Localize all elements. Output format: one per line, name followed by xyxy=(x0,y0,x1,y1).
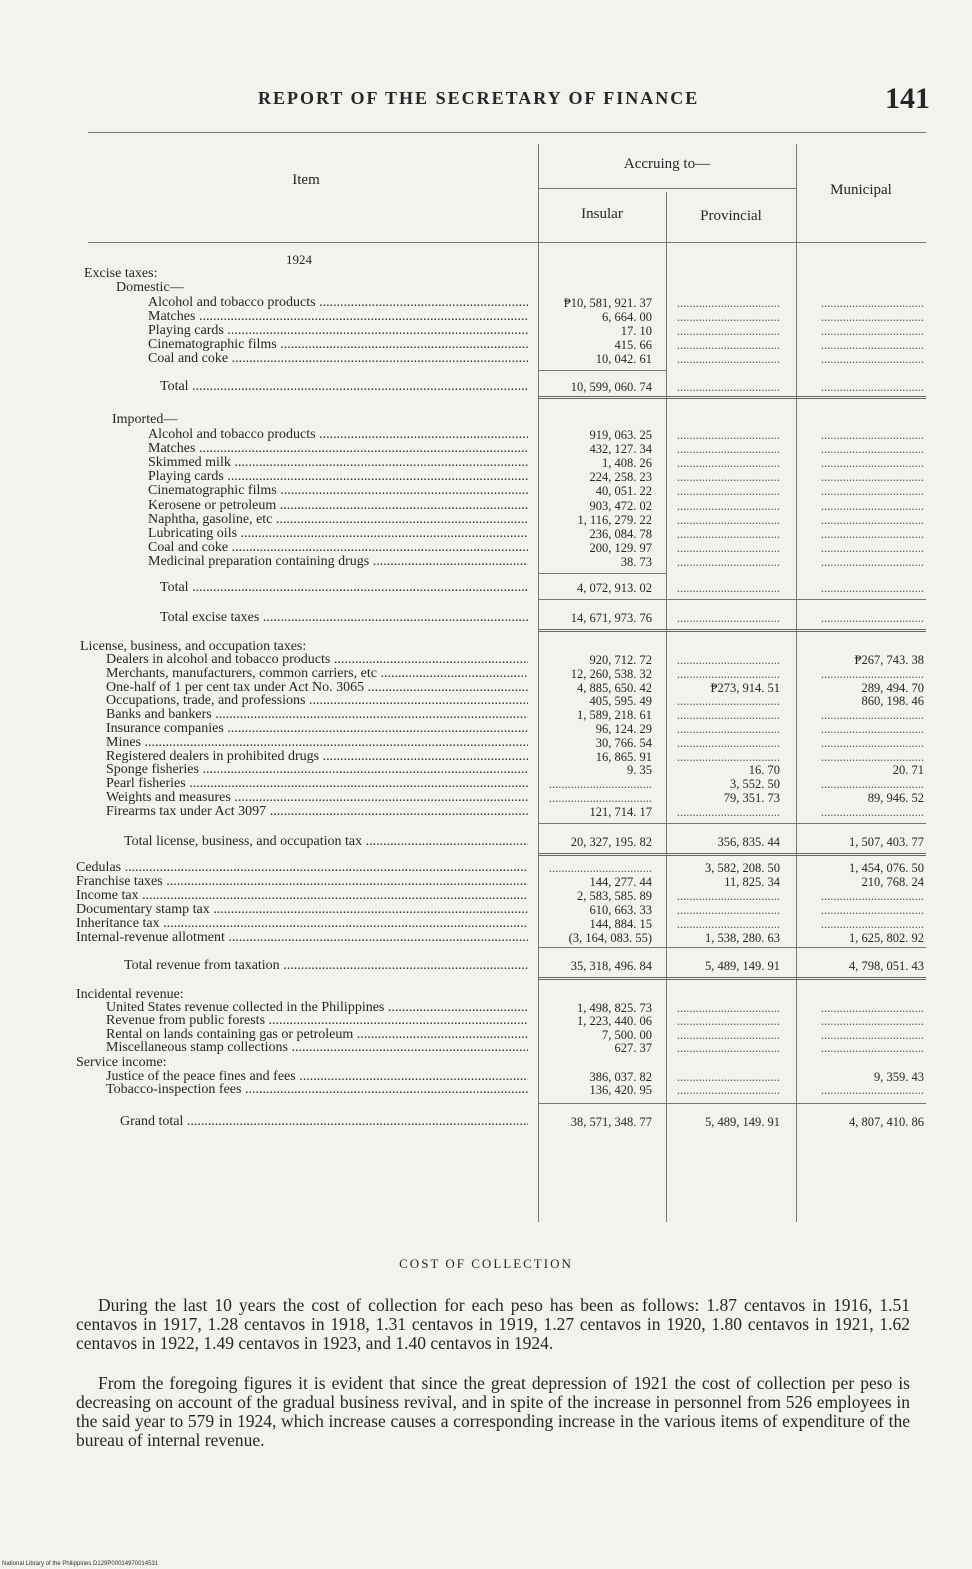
grand-total-provincial: 5, 489, 149. 91 xyxy=(705,1114,780,1129)
imported-row-2-provincial xyxy=(666,456,780,470)
license-row-9-label: Pearl fisheries ..... xyxy=(106,777,528,791)
other-row-1-label: Franchise taxes ..... xyxy=(76,875,528,889)
license-row-8-provincial: 16. 70 xyxy=(748,763,780,778)
imported-row-9-insular: 38. 73 xyxy=(620,554,652,569)
license-row-2 xyxy=(76,681,928,695)
license-row-5-municipal xyxy=(794,722,924,736)
total-excise xyxy=(76,611,928,625)
license-row-7 xyxy=(76,750,928,764)
imported-row-2 xyxy=(76,456,928,470)
header-item: Item xyxy=(292,172,320,188)
incidental-row-2 xyxy=(76,1028,928,1042)
incidental-row-0-insular: 1, 498, 825. 73 xyxy=(577,1000,652,1015)
domestic-row-3-municipal xyxy=(794,338,924,352)
other-row-3-insular: 610, 663. 33 xyxy=(589,902,652,917)
grand-total-label: Grand total ..... xyxy=(120,1115,528,1129)
license-row-0-insular: 920, 712. 72 xyxy=(589,653,652,667)
imported-row-4 xyxy=(76,484,928,498)
license-row-5 xyxy=(76,722,928,736)
license-row-5-provincial xyxy=(666,722,780,736)
incidental-row-2-insular: 7, 500. 00 xyxy=(602,1027,652,1042)
service-heading: Service income: xyxy=(76,1054,167,1070)
grand-total xyxy=(76,1115,928,1129)
other-row-4-municipal xyxy=(794,917,924,931)
domestic-row-4-insular: 10, 042. 61 xyxy=(595,352,652,366)
imported-row-1-label: Matches ..... xyxy=(148,442,528,456)
other-row-5 xyxy=(76,931,928,945)
other-row-3 xyxy=(76,903,928,917)
imported-row-9 xyxy=(76,555,928,569)
license-row-3-insular: 405, 595. 49 xyxy=(589,694,652,709)
service-row-0 xyxy=(76,1070,928,1084)
domestic-heading: Domestic— xyxy=(116,280,184,295)
license-row-9-municipal xyxy=(794,777,924,791)
imported-row-4-municipal xyxy=(794,484,924,498)
domestic-row-4-provincial xyxy=(666,352,780,366)
license-row-8-insular: 9. 35 xyxy=(627,763,652,778)
other-row-2-label: Income tax ..... xyxy=(76,889,528,903)
license-row-4-insular: 1, 589, 218. 61 xyxy=(577,708,652,723)
license-row-0-label: Dealers in alcohol and tobacco products ..... xyxy=(106,653,528,667)
imported-row-6-label: Naphtha, gasoline, etc ..... xyxy=(148,513,528,527)
imported-total xyxy=(76,581,928,595)
other-row-0-insular xyxy=(536,861,652,875)
license-row-10-label: Weights and measures ..... xyxy=(106,791,528,805)
imported-row-4-provincial xyxy=(666,484,780,498)
other-row-1-provincial: 11, 825. 34 xyxy=(724,874,780,889)
service-row-1-label: Tobacco-inspection fees ..... xyxy=(106,1083,528,1097)
rule xyxy=(538,573,666,574)
imported-total-label: Total ..... xyxy=(160,581,528,595)
imported-row-2-municipal xyxy=(794,456,924,470)
imported-row-0-label: Alcohol and tobacco products ..... xyxy=(148,428,528,442)
domestic-row-1 xyxy=(76,310,928,324)
imported-row-0-provincial xyxy=(666,428,780,442)
incidental-row-2-label: Rental on lands containing gas or petroleum ..... xyxy=(106,1028,528,1042)
section-title: COST OF COLLECTION xyxy=(399,1256,573,1271)
imported-row-4-insular: 40, 051. 22 xyxy=(595,484,652,499)
other-row-5-insular: (3, 164, 083. 55) xyxy=(568,930,652,945)
license-row-3 xyxy=(76,694,928,708)
other-row-2-insular: 2, 583, 585. 89 xyxy=(577,888,652,903)
incidental-row-1-label: Revenue from public forests ..... xyxy=(106,1014,528,1028)
other-row-1-insular: 144, 277. 44 xyxy=(589,874,652,889)
page-number: 141 xyxy=(885,82,930,115)
imported-total-municipal xyxy=(794,581,924,595)
imported-row-5-insular: 903, 472. 02 xyxy=(589,498,652,513)
license-row-4-provincial xyxy=(666,708,780,722)
other-row-3-municipal xyxy=(794,903,924,917)
page-header xyxy=(0,84,972,124)
license-row-8-municipal: 20. 71 xyxy=(892,763,924,778)
incidental-row-3-municipal xyxy=(794,1041,924,1055)
imported-row-5 xyxy=(76,499,928,513)
license-row-10-municipal: 89, 946. 52 xyxy=(867,791,924,805)
imported-row-8 xyxy=(76,541,928,555)
license-row-8 xyxy=(76,763,928,777)
total-license xyxy=(76,835,928,849)
license-row-7-municipal xyxy=(794,750,924,764)
license-heading: License, business, and occupation taxes: xyxy=(80,639,307,654)
domestic-row-0-label: Alcohol and tobacco products ..... xyxy=(148,296,528,310)
running-head: REPORT OF THE SECRETARY OF FINANCE xyxy=(258,88,700,108)
total-taxation xyxy=(76,959,928,973)
domestic-total-label: Total ..... xyxy=(160,380,528,394)
license-row-4-municipal xyxy=(794,708,924,722)
domestic-row-4-label: Coal and coke ..... xyxy=(148,352,528,366)
incidental-row-1-insular: 1, 223, 440. 06 xyxy=(577,1014,652,1029)
other-row-4 xyxy=(76,917,928,931)
imported-row-7 xyxy=(76,527,928,541)
license-row-3-municipal: 860, 198. 46 xyxy=(861,694,924,709)
domestic-row-0-municipal xyxy=(794,296,924,310)
other-row-0-provincial: 3, 582, 208. 50 xyxy=(705,860,780,875)
license-row-9 xyxy=(76,777,928,791)
service-row-0-label: Justice of the peace fines and fees ..... xyxy=(106,1070,528,1084)
domestic-row-3-provincial xyxy=(666,338,780,352)
incidental-row-3 xyxy=(76,1041,928,1055)
other-row-2 xyxy=(76,889,928,903)
other-row-2-provincial xyxy=(666,889,780,903)
imported-row-7-municipal xyxy=(794,527,924,541)
license-row-11 xyxy=(76,805,928,819)
rule xyxy=(538,396,926,399)
license-row-4-label: Banks and bankers ..... xyxy=(106,708,528,722)
domestic-total-insular: 10, 599, 060. 74 xyxy=(570,380,652,394)
license-row-8-label: Sponge fisheries ..... xyxy=(106,763,528,777)
imported-row-6-municipal xyxy=(794,513,924,527)
license-row-0-provincial xyxy=(666,653,780,667)
rule xyxy=(538,599,926,600)
domestic-total xyxy=(76,380,928,394)
domestic-row-2-municipal xyxy=(794,324,924,338)
domestic-row-0-provincial xyxy=(666,296,780,310)
license-row-6-label: Mines ..... xyxy=(106,736,528,750)
rule xyxy=(538,1103,926,1104)
domestic-row-2-label: Playing cards ..... xyxy=(148,324,528,338)
paragraph-1: During the last 10 years the cost of collection for each peso has been as follows: 1.87 centavos in 1916, 1.51 centavos in 1917, 1.28 centavos in 1918, 1.31 centavos in 1919, 1.27 centavos in 1920, 1.80 centavos in 1921, 1.62 centavos in 1922, 1.49 centavos in 1923, and 1.40 centavos in 1924. xyxy=(76,1295,910,1353)
license-row-2-label: One-half of 1 per cent tax under Act No. 3065 ..... xyxy=(106,681,528,695)
license-row-11-municipal xyxy=(794,805,924,819)
license-row-7-provincial xyxy=(666,750,780,764)
service-row-0-municipal: 9, 359. 43 xyxy=(874,1069,924,1084)
imported-row-9-label: Medicinal preparation containing drugs ..... xyxy=(148,555,528,569)
license-row-10-insular xyxy=(536,791,652,805)
other-row-4-provincial xyxy=(666,917,780,931)
domestic-row-0-insular: ₱10, 581, 921. 37 xyxy=(563,296,652,310)
total-excise-label: Total excise taxes ..... xyxy=(160,611,528,625)
incidental-row-3-provincial xyxy=(666,1041,780,1055)
license-row-5-insular: 96, 124. 29 xyxy=(595,722,652,736)
license-row-6-insular: 30, 766. 54 xyxy=(595,735,652,750)
license-row-3-label: Occupations, trade, and professions ..... xyxy=(106,694,528,708)
imported-row-8-insular: 200, 129. 97 xyxy=(589,540,652,555)
total-taxation-label: Total revenue from taxation ..... xyxy=(124,959,528,973)
imported-row-1 xyxy=(76,442,928,456)
license-row-0-municipal: ₱267, 743. 38 xyxy=(854,653,924,667)
domestic-row-3-label: Cinematographic films ..... xyxy=(148,338,528,352)
rule xyxy=(538,853,926,856)
imported-row-2-label: Skimmed milk ..... xyxy=(148,456,528,470)
domestic-row-2-provincial xyxy=(666,324,780,338)
license-row-1-provincial xyxy=(666,667,780,681)
license-row-10 xyxy=(76,791,928,805)
excise-heading: Excise taxes: xyxy=(84,266,158,281)
imported-row-8-provincial xyxy=(666,541,780,555)
domestic-row-2-insular: 17. 10 xyxy=(620,324,652,338)
other-row-3-label: Documentary stamp tax ..... xyxy=(76,903,528,917)
incidental-row-0 xyxy=(76,1001,928,1015)
incidental-row-3-insular: 627. 37 xyxy=(614,1041,652,1056)
incidental-row-1 xyxy=(76,1014,928,1028)
other-row-0-municipal: 1, 454, 076. 50 xyxy=(849,860,924,875)
imported-row-5-provincial xyxy=(666,499,780,513)
domestic-row-2 xyxy=(76,324,928,338)
service-row-1-municipal xyxy=(794,1083,924,1097)
imported-row-8-label: Coal and coke ..... xyxy=(148,541,528,555)
other-row-2-municipal xyxy=(794,889,924,903)
imported-row-6-insular: 1, 116, 279. 22 xyxy=(577,512,652,527)
license-row-6-municipal xyxy=(794,736,924,750)
domestic-row-1-provincial xyxy=(666,310,780,324)
imported-row-9-municipal xyxy=(794,555,924,569)
license-row-6 xyxy=(76,736,928,750)
imported-row-3 xyxy=(76,470,928,484)
imported-row-5-label: Kerosene or petroleum ..... xyxy=(148,499,528,513)
other-row-1 xyxy=(76,875,928,889)
domestic-row-3-insular: 415. 66 xyxy=(614,338,652,352)
license-row-11-insular: 121, 714. 17 xyxy=(589,804,652,819)
service-row-0-provincial xyxy=(666,1070,780,1084)
license-row-4 xyxy=(76,708,928,722)
imported-row-6-provincial xyxy=(666,513,780,527)
total-license-municipal: 1, 507, 403. 77 xyxy=(849,834,924,849)
imprint: National Library of the Philippines D129P00014970014531 xyxy=(2,1561,159,1567)
imported-row-3-label: Playing cards ..... xyxy=(148,470,528,484)
incidental-row-2-provincial xyxy=(666,1028,780,1042)
grand-total-insular: 38, 571, 348. 77 xyxy=(570,1114,652,1129)
license-row-9-provincial: 3, 552. 50 xyxy=(730,777,780,792)
license-row-2-insular: 4, 885, 650. 42 xyxy=(577,680,652,695)
imported-row-0-insular: 919, 063. 25 xyxy=(589,428,652,442)
imported-row-9-provincial xyxy=(666,555,780,569)
service-row-0-insular: 386, 037. 82 xyxy=(589,1069,652,1084)
rule xyxy=(538,629,926,632)
total-license-label: Total license, business, and occupation tax ..... xyxy=(124,835,528,849)
grand-total-municipal: 4, 807, 410. 86 xyxy=(849,1114,924,1129)
rule xyxy=(538,370,666,371)
domestic-row-4 xyxy=(76,352,928,366)
total-taxation-insular: 35, 318, 496. 84 xyxy=(570,958,652,973)
incidental-row-3-label: Miscellaneous stamp collections ..... xyxy=(106,1041,528,1055)
paragraph-2: From the foregoing figures it is evident that since the great depression of 1921 the cost of collection per peso is decreasing on account of the gradual business revival, and in spite of the increase in personnel from 526 employees in the said year to 579 in 1924, which increase causes a corresponding increase in the various items of expenditure of the bureau of internal revenue. xyxy=(76,1373,910,1450)
imported-row-0-municipal xyxy=(794,428,924,442)
header-provincial: Provincial xyxy=(700,208,762,224)
domestic-row-3 xyxy=(76,338,928,352)
rule xyxy=(538,947,926,948)
imported-row-3-provincial xyxy=(666,470,780,484)
incidental-row-1-municipal xyxy=(794,1014,924,1028)
license-row-10-provincial: 79, 351. 73 xyxy=(723,791,780,805)
license-row-11-provincial xyxy=(666,805,780,819)
domestic-row-1-label: Matches ..... xyxy=(148,310,528,324)
imported-row-4-label: Cinematographic films ..... xyxy=(148,484,528,498)
service-row-1-provincial xyxy=(666,1083,780,1097)
imported-row-7-label: Lubricating oils ..... xyxy=(148,527,528,541)
other-row-0 xyxy=(76,861,928,875)
header-insular: Insular xyxy=(581,206,623,222)
license-row-2-municipal: 289, 494. 70 xyxy=(861,680,924,695)
rule xyxy=(538,823,926,824)
service-row-1 xyxy=(76,1083,928,1097)
total-license-insular: 20, 327, 195. 82 xyxy=(570,834,652,849)
other-row-3-provincial xyxy=(666,903,780,917)
license-row-6-provincial xyxy=(666,736,780,750)
incidental-row-2-municipal xyxy=(794,1028,924,1042)
incidental-row-0-label: United States revenue collected in the Philippines ..... xyxy=(106,1001,528,1015)
imported-row-3-insular: 224, 258. 23 xyxy=(589,470,652,485)
license-row-9-insular xyxy=(536,777,652,791)
other-row-4-insular: 144, 884. 15 xyxy=(589,916,652,931)
license-row-2-provincial: ₱273, 914. 51 xyxy=(710,680,780,695)
license-row-3-provincial xyxy=(666,694,780,708)
license-row-7-label: Registered dealers in prohibited drugs ..... xyxy=(106,750,528,764)
header-municipal: Municipal xyxy=(830,182,892,198)
incidental-row-0-municipal xyxy=(794,1001,924,1015)
other-row-5-municipal: 1, 625, 802. 92 xyxy=(849,930,924,945)
imported-row-8-municipal xyxy=(794,541,924,555)
license-row-0 xyxy=(76,653,928,667)
domestic-row-1-municipal xyxy=(794,310,924,324)
license-row-1 xyxy=(76,667,928,681)
imported-row-3-municipal xyxy=(794,470,924,484)
domestic-total-provincial xyxy=(666,380,780,394)
license-row-1-municipal xyxy=(794,667,924,681)
total-excise-provincial xyxy=(666,611,780,625)
total-taxation-provincial: 5, 489, 149. 91 xyxy=(705,958,780,973)
imported-row-5-municipal xyxy=(794,499,924,513)
domestic-row-4-municipal xyxy=(794,352,924,366)
other-row-5-provincial: 1, 538, 280. 63 xyxy=(705,930,780,945)
imported-row-2-insular: 1, 408. 26 xyxy=(602,456,652,471)
imported-heading: Imported— xyxy=(112,412,178,427)
service-row-1-insular: 136, 420. 95 xyxy=(589,1083,652,1098)
license-row-11-label: Firearms tax under Act 3097 ..... xyxy=(106,805,528,819)
imported-total-provincial xyxy=(666,581,780,595)
incidental-row-0-provincial xyxy=(666,1001,780,1015)
incidental-heading: Incidental revenue: xyxy=(76,986,184,1002)
imported-row-1-insular: 432, 127. 34 xyxy=(589,442,652,457)
other-row-1-municipal: 210, 768. 24 xyxy=(861,874,924,889)
license-row-1-label: Merchants, manufacturers, common carriers, etc ..... xyxy=(106,667,528,681)
license-row-7-insular: 16, 865. 91 xyxy=(595,749,652,764)
domestic-row-0 xyxy=(76,296,928,310)
license-row-5-label: Insurance companies ..... xyxy=(106,722,528,736)
imported-row-6 xyxy=(76,513,928,527)
imported-row-1-provincial xyxy=(666,442,780,456)
table-year: 1924 xyxy=(286,252,312,267)
total-taxation-municipal: 4, 798, 051. 43 xyxy=(849,958,924,973)
imported-row-0 xyxy=(76,428,928,442)
total-excise-insular: 14, 671, 973. 76 xyxy=(570,611,652,625)
incidental-row-1-provincial xyxy=(666,1014,780,1028)
total-license-provincial: 356, 835. 44 xyxy=(717,834,780,849)
imported-row-7-insular: 236, 084. 78 xyxy=(589,526,652,541)
imported-total-insular: 4, 072, 913. 02 xyxy=(577,581,652,595)
domestic-row-1-insular: 6, 664. 00 xyxy=(602,310,652,324)
imported-row-7-provincial xyxy=(666,527,780,541)
license-row-1-insular: 12, 260, 538. 32 xyxy=(570,666,652,681)
header-accruing: Accruing to— xyxy=(623,156,711,172)
rule xyxy=(538,977,926,980)
other-row-5-label: Internal-revenue allotment ..... xyxy=(76,931,528,945)
total-excise-municipal xyxy=(794,611,924,625)
imported-row-1-municipal xyxy=(794,442,924,456)
other-row-4-label: Inheritance tax ..... xyxy=(76,917,528,931)
domestic-total-municipal xyxy=(794,380,924,394)
other-row-0-label: Cedulas ..... xyxy=(76,861,528,875)
